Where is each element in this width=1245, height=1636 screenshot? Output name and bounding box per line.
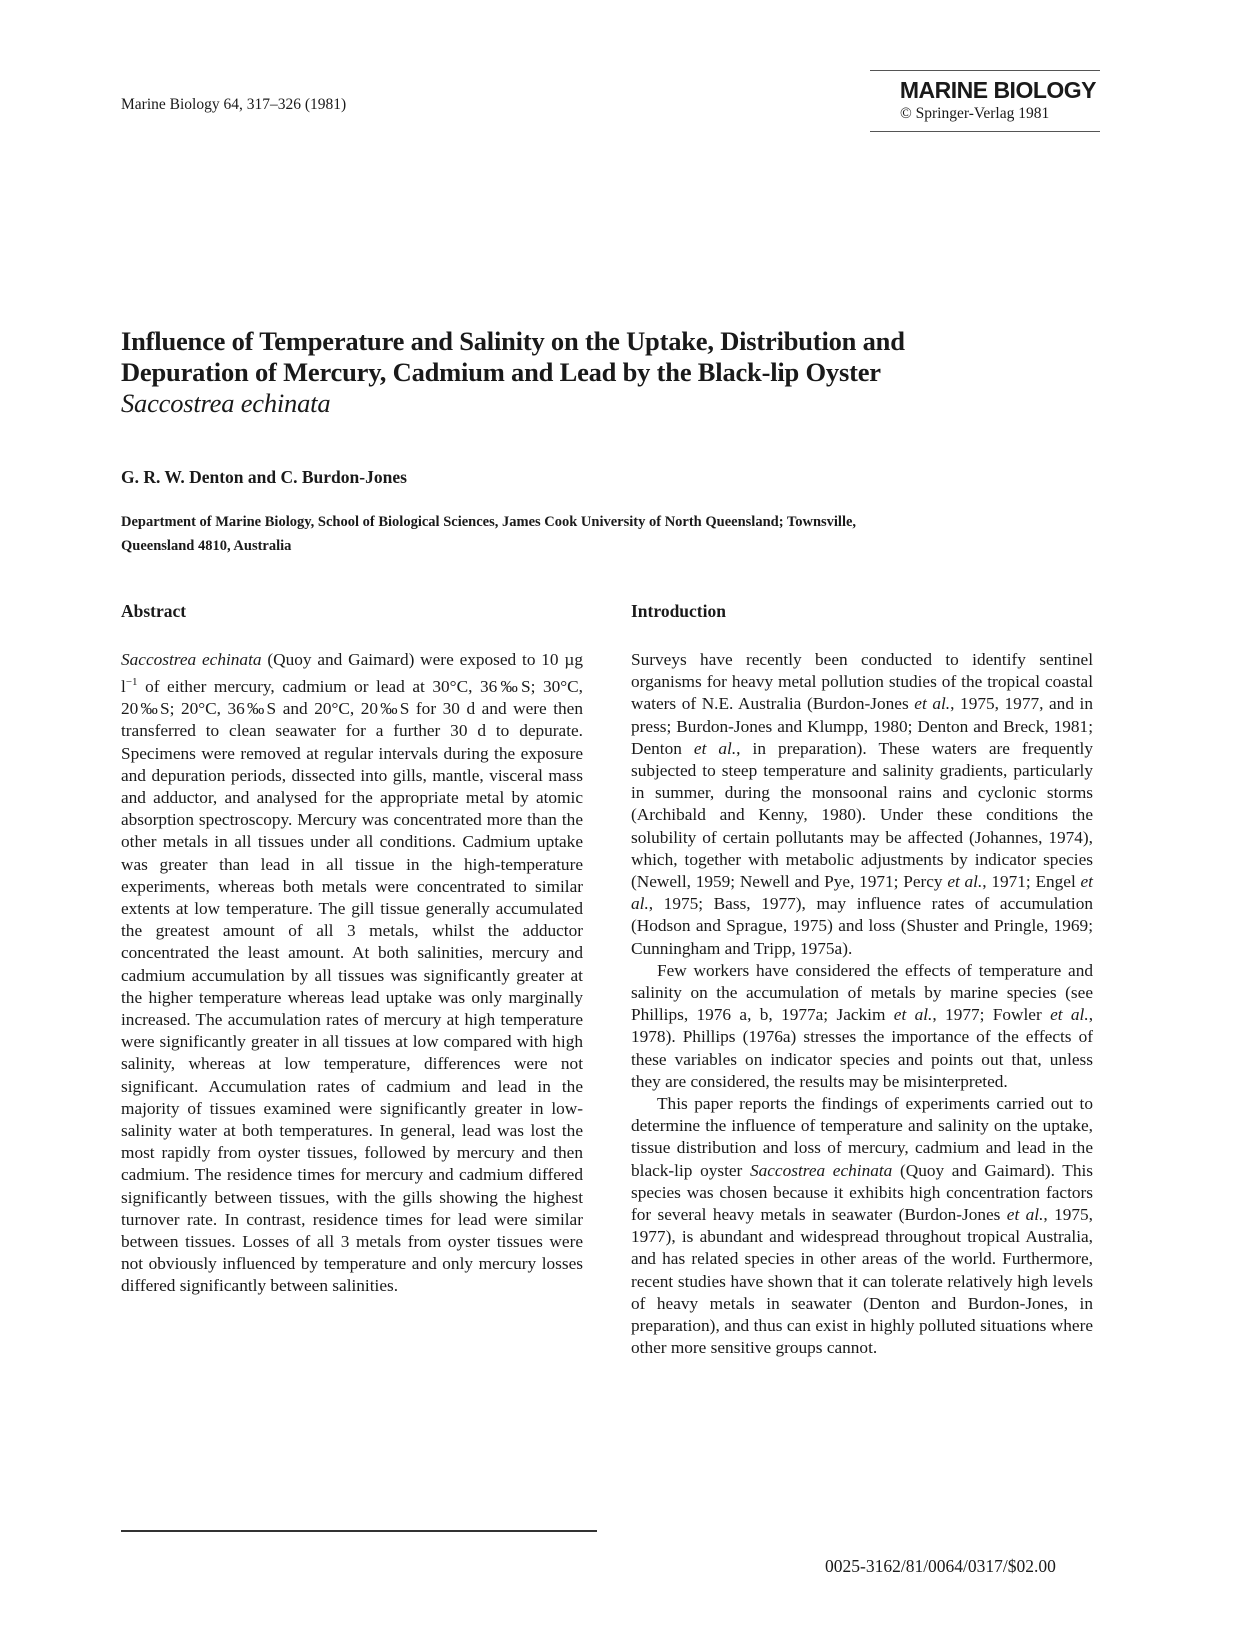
text-run: This paper reports the findings of experiments carried out to determine the influence of temperature and salinity on the uptake, tissue distribution and loss of mercury, cadmium and lead in the black-lip oyster: [631, 1094, 1093, 1180]
article-title: [121, 326, 1121, 419]
copyright-notice: © Springer-Verlag 1981: [900, 105, 1050, 122]
authors: G. R. W. Denton and C. Burdon-Jones: [121, 467, 407, 487]
article-code: 0025-3162/81/0064/0317/$02.00: [825, 1556, 1056, 1576]
abstract-superscript: −1: [125, 676, 138, 689]
journal-brand: MARINE BIOLOGY: [899, 77, 1096, 103]
italic-run: Saccostrea echinata: [749, 1160, 893, 1180]
text-run: Surveys have recently been conducted to identify sentinel organisms for heavy metal pollution studies of the tropical coastal waters of N.E. Australia (Burdon-Jones: [631, 650, 1093, 714]
introduction-paragraph-1: [631, 649, 1093, 960]
introduction-heading: Introduction: [631, 601, 726, 621]
title-species: Saccostrea echinata: [121, 388, 331, 418]
italic-run: et al.: [1050, 1005, 1089, 1025]
text-run: , 1975, 1977), is abundant and widespread throughout tropical Australia, and has related species in other areas of the world. Furthermore, recent studies have shown that it can tolerate relatively high levels of heavy metals in seawater (Denton and Burdon-Jones, in preparation), and thus can exist in highly polluted situations where other more sensitive groups cannot.: [631, 1205, 1093, 1358]
italic-run: et al.: [1006, 1205, 1044, 1225]
title-line-1: Influence of Temperature and Salinity on the Uptake, Distribution and: [121, 326, 905, 356]
affiliation-line-2: Queensland 4810, Australia: [121, 538, 292, 554]
affiliation: [121, 510, 1071, 558]
text-run: , in preparation). These waters are frequently subjected to steep temperature and salinity gradients, particularly in summer, during the monsoonal rains and cyclonic storms (Archibald and Kenny, 1980). Under these conditions the solubility of certain pollutants may be affected (Johannes, 1974), which, together with metabolic adjustments by indicator species (Newell, 1959; Newell and Pye, 1971; Percy: [631, 738, 1093, 892]
text-run: Few workers have considered the effects of temperature and salinity on the accumulation of metals by marine species (see Phillips, 1976 a, b, 1977a; Jackim: [631, 960, 1093, 1025]
text-run: , 1975, 1977, and in press; Burdon-Jones and Klumpp, 1980; Denton and Breck, 1981; Denton: [631, 694, 1094, 758]
italic-run: et al.: [947, 872, 983, 892]
abstract-heading: Abstract: [121, 601, 187, 621]
masthead-bottom-rule: [870, 131, 1100, 132]
journal-reference: Marine Biology 64, 317–326 (1981): [121, 96, 347, 113]
text-run: , 1971; Engel: [982, 872, 1081, 892]
italic-run: et al.: [693, 738, 737, 758]
italic-run: et al.: [631, 872, 1093, 914]
title-line-2: Depuration of Mercury, Cadmium and Lead by the Black-lip Oyster: [121, 357, 881, 387]
abstract-section: [121, 600, 583, 1298]
italic-run: et al.: [893, 1005, 933, 1025]
text-run: , 1977; Fowler: [932, 1005, 1051, 1025]
abstract-text-part: of either mercury, cadmium or lead at 30°C, 36‰S; 30°C, 20‰S; 20°C, 36‰S and 20°C, 20‰S for 30 d and were then transferred to clean seawater for a further 30 d to depurate. Specimens were removed at regular intervals during the exposure and depuration periods, dissected into gills, mantle, visceral mass and adductor, and analysed for the appropriate metal by atomic absorption spectroscopy. Mercury was concentrated more than the other metals in all tissues under all conditions. Cadmium uptake was greater than lead in all tissue in the high-temperature experiments, whereas both metals were concentrated to similar extents at low temperature. The gill tissue generally accumulated the greatest amount of all 3 metals, whilst the adductor concentrated the least amount. At both salinities, mercury and cadmium accumulation by all tissues was significantly greater at the higher temperature whereas lead uptake was only marginally increased. The accumulation rates of mercury at high temperature were significantly greater in all tissues at low compared with high salinity, whereas at low temperature, differences were not significant. Accumulation rates of cadmium and lead in the majority of tissues examined were significantly greater in low-salinity water at both temperatures. In general, lead was lost the most rapidly from oyster tissues, followed by mercury and then cadmium. The residence times for mercury and cadmium differed significantly between tissues, with the gills showing the highest turnover rate. In contrast, residence times for lead were similar between tissues. Losses of all 3 metals from oyster tissues were not obviously influenced by temperature and only mercury losses differed significantly between salinities.: [121, 676, 583, 1296]
abstract-text-part: (Quoy and Gaimard) were exposed to 10 µg l: [121, 650, 583, 696]
journal-masthead: [870, 70, 1100, 132]
footnote-divider: [121, 1530, 597, 1532]
abstract-species: Saccostrea echinata: [121, 650, 262, 669]
abstract-text: [121, 649, 583, 1298]
introduction-section: [631, 600, 1093, 1360]
affiliation-line-1: Department of Marine Biology, School of Biological Sciences, James Cook University of North Queensland; Townsville,: [121, 514, 857, 530]
italic-run: et al.: [914, 694, 951, 714]
text-run: , 1978). Phillips (1976a) stresses the importance of the effects of these variables on indicator species and points out that, unless they are considered, the results may be misinterpreted.: [631, 1005, 1094, 1091]
introduction-paragraph-2: [631, 960, 1093, 1093]
text-run: , 1975; Bass, 1977), may influence rates of accumulation (Hodson and Sprague, 1975) and loss (Shuster and Pringle, 1969; Cunningham and Tripp, 1975a).: [631, 894, 1093, 958]
masthead-top-rule: [870, 70, 1100, 71]
text-run: (Quoy and Gaimard). This species was chosen because it exhibits high concentration factors for several heavy metals in seawater (Burdon-Jones: [631, 1160, 1094, 1225]
introduction-paragraph-3: [631, 1093, 1093, 1359]
